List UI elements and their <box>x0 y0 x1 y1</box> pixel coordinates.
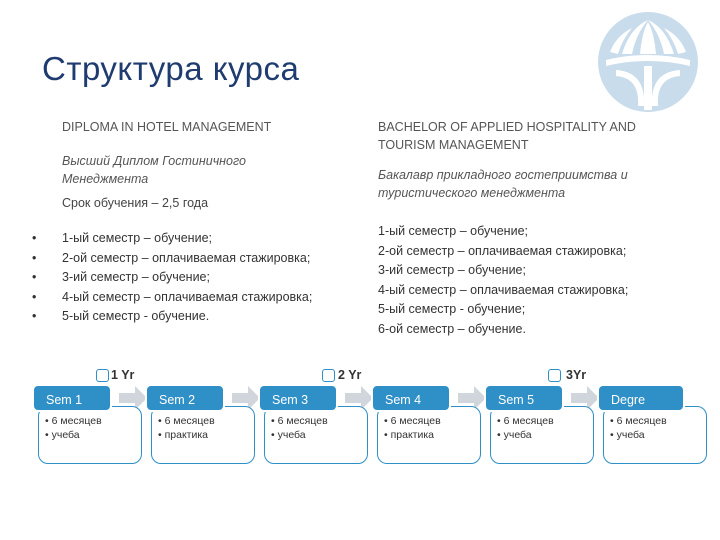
logo-icon <box>596 10 700 114</box>
stage-card-degree <box>603 406 707 464</box>
stage-label-sem5: Sem 5 <box>484 384 564 412</box>
list-item: 1-ый семестр – обучение; <box>378 224 528 238</box>
list-item: • практика <box>158 428 254 442</box>
diploma-subtitle: Высший Диплом Гостиничного Менеджмента <box>62 154 246 186</box>
bachelor-heading: BACHELOR OF APPLIED HOSPITALITY AND TOURISM MANAGEMENT <box>378 120 636 152</box>
list-item: • 2-ой семестр – оплачиваемая стажировка; <box>62 249 312 269</box>
list-item: • 6 месяцев <box>610 414 706 428</box>
list-item: • учеба <box>271 428 367 442</box>
list-item: • 6 месяцев <box>45 414 141 428</box>
list-item: • 6 месяцев <box>384 414 480 428</box>
year-marker-icon <box>96 369 109 382</box>
list-item: 3-ий семестр – обучение; <box>378 263 526 277</box>
stage-label-sem3: Sem 3 <box>258 384 338 412</box>
stage-card-sem4 <box>377 406 481 464</box>
bachelor-subtitle: Бакалавр прикладного гостеприимства и туристического менеджмента <box>378 168 628 200</box>
stage-card-sem5 <box>490 406 594 464</box>
diploma-duration: Срок обучения – 2,5 года <box>62 196 209 210</box>
diploma-heading: DIPLOMA IN HOTEL MANAGEMENT <box>62 120 272 134</box>
list-item: • 4-ый семестр – оплачиваемая стажировка; <box>62 288 312 308</box>
diploma-semester-list <box>62 229 312 327</box>
year-marker-icon <box>322 369 335 382</box>
year-marker-icon <box>548 369 561 382</box>
list-item: • практика <box>384 428 480 442</box>
year-label: 1 Yr <box>111 368 135 382</box>
list-item: • учеба <box>45 428 141 442</box>
list-item: • учеба <box>497 428 593 442</box>
list-item: 5-ый семестр - обучение; <box>378 302 526 316</box>
bachelor-semester-list <box>378 222 628 339</box>
list-item: 2-ой семестр – оплачиваемая стажировка; <box>378 243 627 258</box>
list-item: • 3-ий семестр – обучение; <box>62 268 312 288</box>
list-item: • 6 месяцев <box>158 414 254 428</box>
list-item: • 6 месяцев <box>497 414 593 428</box>
page-title: Структура курса <box>42 50 300 87</box>
year-label: 3Yr <box>566 368 587 382</box>
stage-label-sem2: Sem 2 <box>145 384 225 412</box>
list-item: 4-ый семестр – оплачиваемая стажировка; <box>378 282 629 297</box>
stage-label-sem1: Sem 1 <box>32 384 112 412</box>
list-item: • учеба <box>610 428 706 442</box>
stage-label-sem4: Sem 4 <box>371 384 451 412</box>
list-item: • 1-ый семестр – обучение; <box>62 229 312 249</box>
stage-card-sem2 <box>151 406 255 464</box>
list-item: • 5-ый семестр - обучение. <box>62 307 312 327</box>
stage-card-sem1 <box>38 406 142 464</box>
stage-label-degree: Degre <box>597 384 685 412</box>
year-label: 2 Yr <box>338 368 362 382</box>
list-item: 6-ой семестр – обучение. <box>378 321 526 336</box>
list-item: • 6 месяцев <box>271 414 367 428</box>
stage-card-sem3 <box>264 406 368 464</box>
